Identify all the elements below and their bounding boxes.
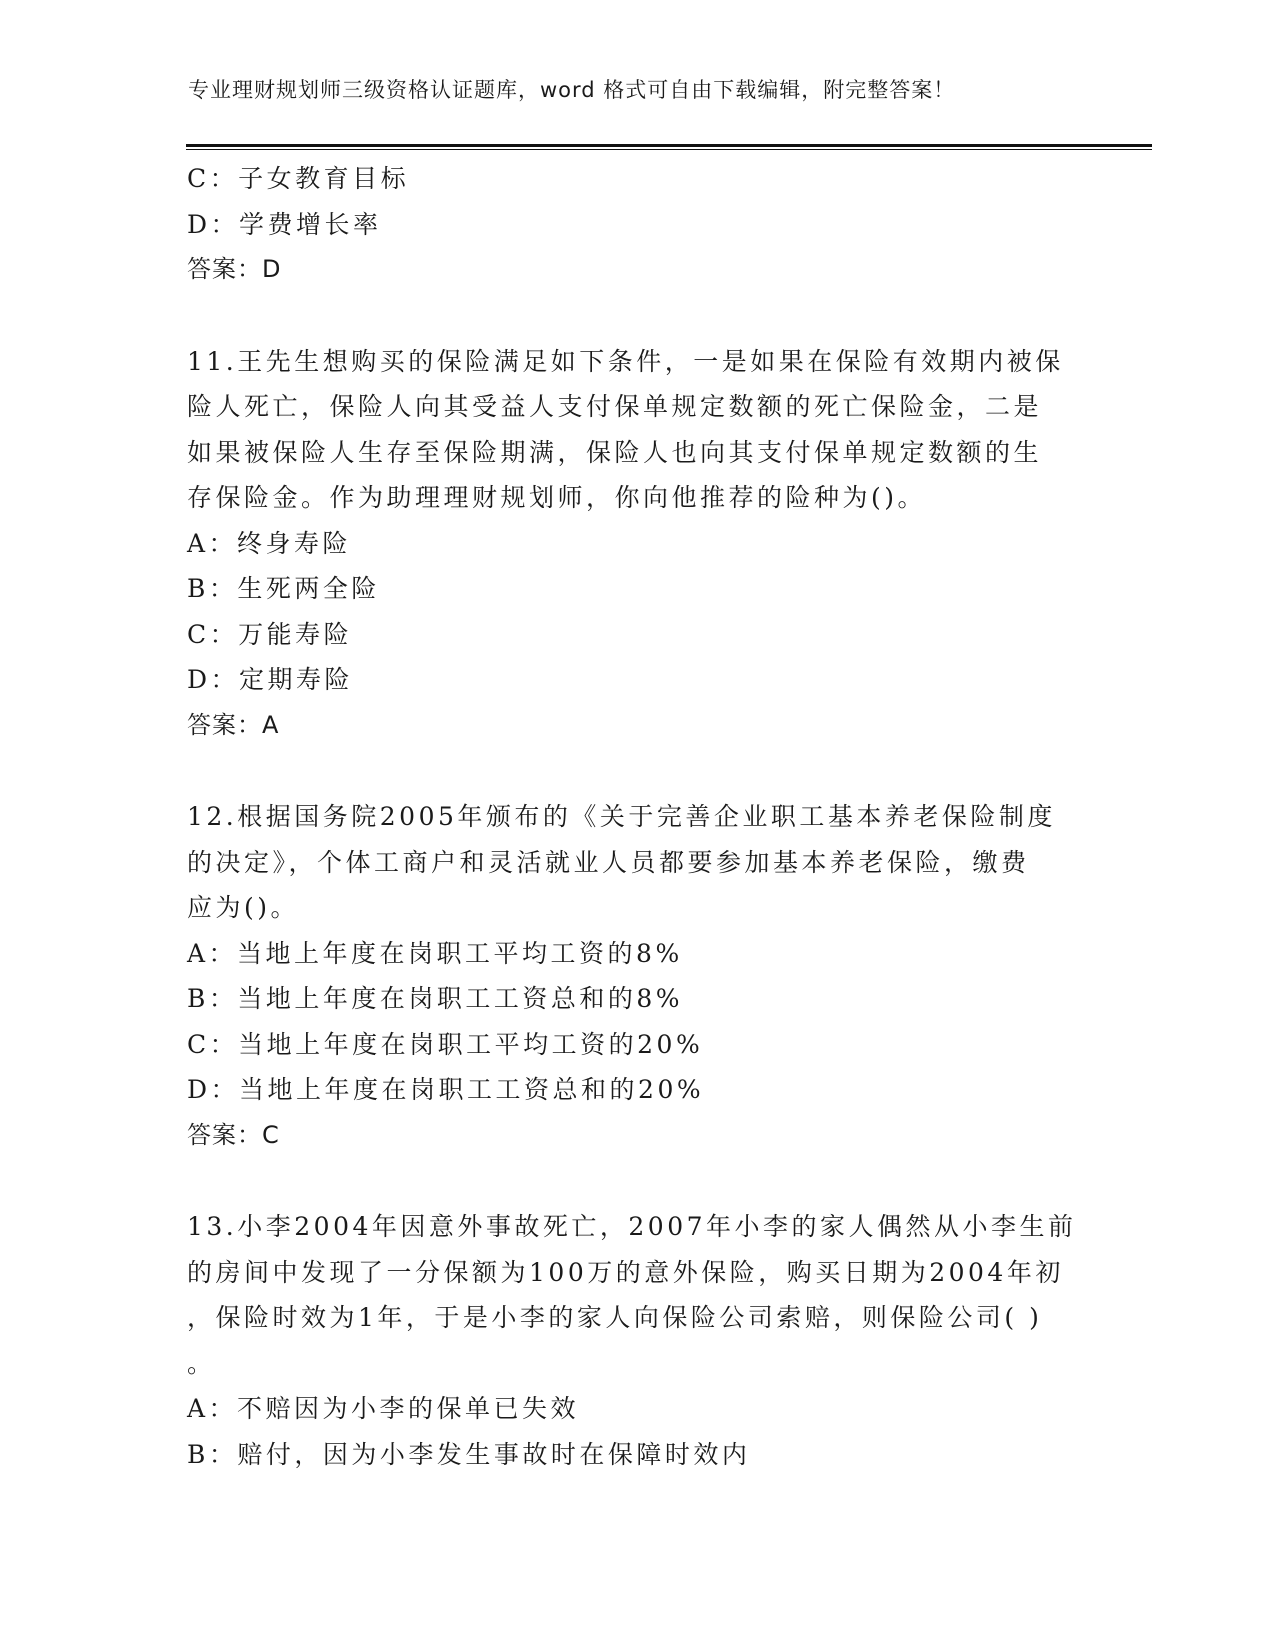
q10-answer: 答案：D — [187, 255, 282, 283]
q11-option-c: C：万能寿险 — [187, 619, 353, 649]
q12-option-a: A：当地上年度在岗职工平均工资的8% — [187, 938, 683, 968]
q12-stem-line: 12.根据国务院2005年颁布的《关于完善企业职工基本养老保险制度 — [187, 802, 1056, 831]
q13-option-b: B：赔付，因为小李发生事故时在保障时效内 — [187, 1439, 751, 1469]
q11-option-d: D：定期寿险 — [187, 665, 354, 694]
q11-option-b: B：生死两全险 — [187, 574, 380, 603]
header-rule-thin — [186, 149, 1152, 150]
q10-option-d: D：学费增长率 — [187, 209, 382, 239]
question-content — [187, 156, 1077, 1477]
q13-stem-line: 的房间中发现了一分保额为100万的意外保险，购买日期为2004年初 — [187, 1257, 1064, 1287]
q11-stem-line: 如果被保险人生存至保险期满，保险人也向其支付保单规定数额的生 — [187, 437, 1043, 467]
q13-stem-line: 。 — [187, 1348, 216, 1378]
q12-stem-line: 应为()。 — [187, 893, 300, 922]
page-header-title: 专业理财规划师三级资格认证题库，word 格式可自由下载编辑，附完整答案！ — [188, 78, 956, 102]
q12-option-c: C：当地上年度在岗职工平均工资的20% — [187, 1029, 704, 1059]
spacer — [187, 748, 1067, 794]
q11-answer: 答案：A — [187, 710, 280, 739]
spacer — [187, 293, 1067, 339]
header-rule — [186, 144, 1152, 147]
q13-option-a: A：不赔因为小李的保单已失效 — [187, 1394, 580, 1423]
q11-stem-line: 11.王先生想购买的保险满足如下条件，一是如果在保险有效期内被保 — [187, 346, 1064, 376]
q12-option-d: D：当地上年度在岗职工工资总和的20% — [187, 1075, 705, 1104]
q11-stem-line: 险人死亡，保险人向其受益人支付保单规定数额的死亡保险金，二是 — [187, 392, 1043, 421]
q12-option-b: B：当地上年度在岗职工工资总和的8% — [187, 984, 684, 1013]
q10-option-c: C：子女教育目标 — [187, 164, 410, 193]
q12-stem-line: 的决定》，个体工商户和灵活就业人员都要参加基本养老保险，缴费 — [187, 847, 1030, 877]
spacer — [187, 1158, 1067, 1204]
q12-answer: 答案：C — [187, 1120, 280, 1149]
q11-stem-line: 存保险金。作为助理理财规划师，你向他推荐的险种为()。 — [187, 483, 927, 512]
q13-stem-line: ，保险时效为1年，于是小李的家人向保险公司索赔，则保险公司( ) — [187, 1303, 1043, 1332]
q13-stem-line: 13.小李2004年因意外事故死亡，2007年小李的家人偶然从小李生前 — [187, 1212, 1077, 1241]
q11-option-a: A：终身寿险 — [187, 528, 352, 558]
